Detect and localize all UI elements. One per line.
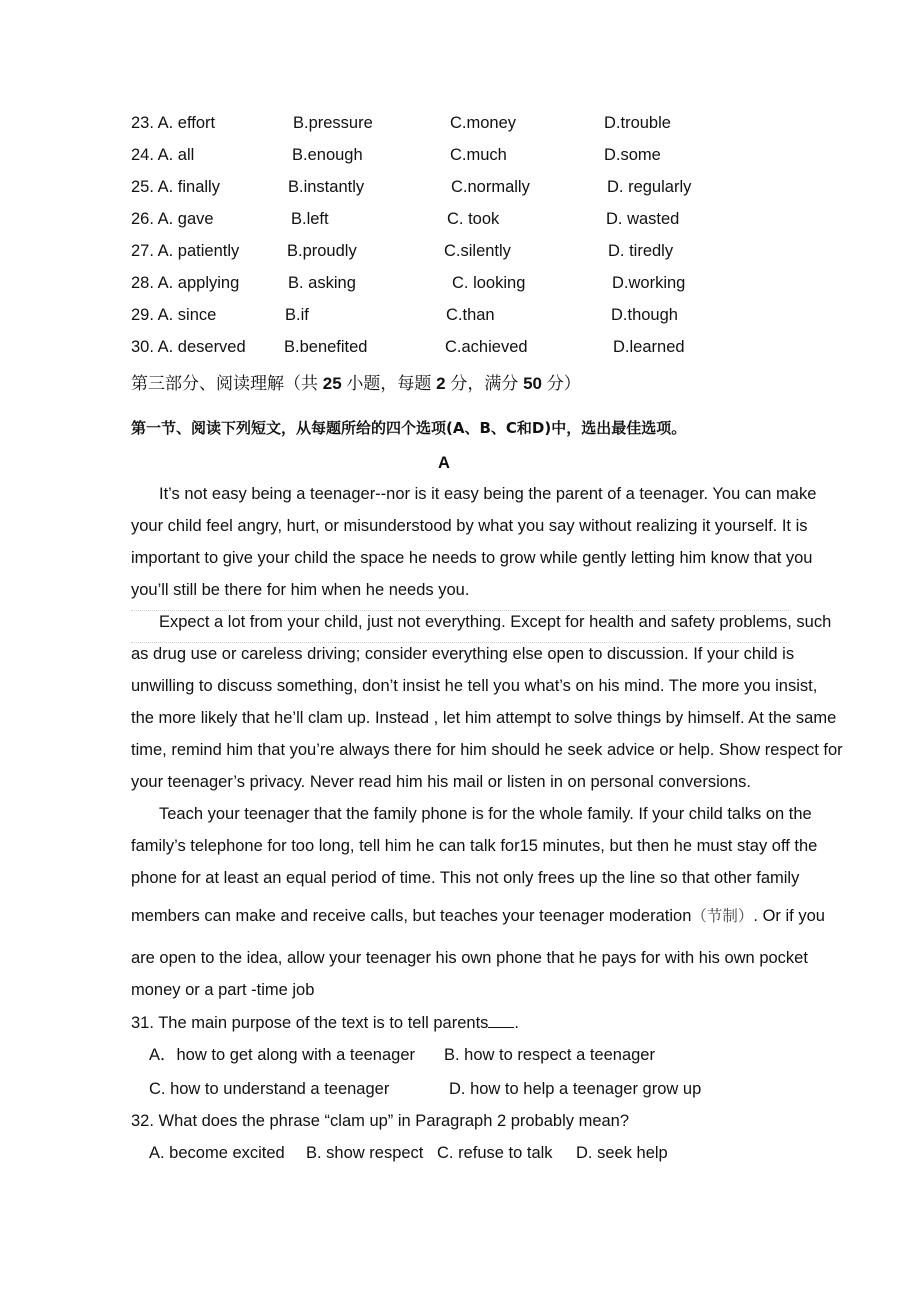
option-a: 25. A. finally — [131, 178, 220, 196]
passage-line: unwilling to discuss something, don’t insist he tell you what’s on his mind. The more you insist, — [131, 677, 818, 695]
passage-line: your child feel angry, hurt, or misunderstood by what you say without realizing it yourself. It is — [131, 517, 808, 535]
question-end: . — [514, 1014, 519, 1032]
option-b: B. asking — [288, 274, 356, 292]
option-d: D.some — [604, 146, 661, 164]
chinese-gloss: （节制） — [691, 907, 754, 925]
question-count: 25 — [322, 374, 342, 393]
cloze-option-row — [131, 272, 791, 294]
option-d: D.working — [612, 274, 686, 292]
question-31-option-d: D. how to help a teenager grow up — [449, 1080, 702, 1098]
section-title-part: 小题，每题 — [346, 374, 432, 393]
cloze-option-row — [131, 176, 791, 198]
passage-label: A — [438, 454, 450, 472]
option-a: 26. A. gave — [131, 210, 214, 228]
option-b: B.instantly — [288, 178, 365, 196]
question-32-option-d: D. seek help — [576, 1144, 668, 1162]
option-a: 23. A. effort — [131, 114, 216, 132]
question-31-option-a: A．how to get along with a teenager — [149, 1046, 416, 1064]
question-text: 31. The main purpose of the text is to tell parents — [131, 1014, 489, 1032]
cloze-option-row — [131, 112, 791, 134]
section-instructions: 第一节、阅读下列短文，从每题所给的四个选项(A、B、C和D)中，选出最佳选项。 — [131, 419, 687, 437]
passage-text: . Or if you — [753, 907, 825, 925]
question-32-option-b: B. show respect — [306, 1144, 424, 1162]
option-b: B.enough — [292, 146, 363, 164]
points-per-question: 2 — [436, 374, 446, 393]
cloze-option-row — [131, 336, 791, 358]
section-title-suffix: 分） — [546, 374, 581, 393]
option-a: 28. A. applying — [131, 274, 240, 292]
option-c: C.normally — [451, 178, 530, 196]
answer-blank — [488, 1011, 514, 1028]
option-a: 24. A. all — [131, 146, 195, 164]
option-c: C. took — [447, 210, 500, 228]
section-title-prefix: 第三部分、阅读理解（共 — [131, 374, 318, 393]
question-31-stem — [131, 1011, 519, 1034]
passage-line: the more likely that he’ll clam up. Instead , let him attempt to solve things by himself. At the same — [131, 709, 837, 727]
passage-line: as drug use or careless driving; consider everything else open to discussion. If your child is — [131, 645, 795, 663]
option-c: C.silently — [444, 242, 511, 260]
question-31-option-b: B. how to respect a teenager — [444, 1046, 655, 1064]
passage-line: your teenager’s privacy. Never read him his mail or listen in on personal conversions. — [131, 773, 751, 791]
passage-line: family’s telephone for too long, tell him he can talk for15 minutes, but then he must stay off the — [131, 837, 818, 855]
cloze-option-row — [131, 208, 791, 230]
passage-line: time, remind him that you’re always there for him should he seek advice or help. Show respect for — [131, 741, 843, 759]
option-d: D.learned — [613, 338, 685, 356]
passage-line: Expect a lot from your child, just not everything. Except for health and safety problems, such — [159, 613, 832, 631]
passage-line: you’ll still be there for him when he needs you. — [131, 581, 470, 599]
passage-line: money or a part -time job — [131, 981, 315, 999]
section-title-part: 分，满分 — [450, 374, 519, 393]
passage-line-moderation — [131, 905, 825, 927]
total-points: 50 — [523, 374, 542, 393]
question-32-option-a: A. become excited — [149, 1144, 285, 1162]
cloze-option-row — [131, 304, 791, 326]
passage-line: It’s not easy being a teenager--nor is it easy being the parent of a teenager. You can make — [159, 485, 817, 503]
question-32-option-c: C. refuse to talk — [437, 1144, 553, 1162]
cloze-option-row — [131, 240, 791, 262]
passage-line: phone for at least an equal period of time. This not only frees up the line so that other family — [131, 869, 800, 887]
option-b: B.benefited — [284, 338, 368, 356]
option-c: C.than — [446, 306, 495, 324]
question-31-option-c: C. how to understand a teenager — [149, 1080, 390, 1098]
option-a: 29. A. since — [131, 306, 217, 324]
option-d: D.though — [611, 306, 678, 324]
option-c: C.achieved — [445, 338, 528, 356]
passage-line: Teach your teenager that the family phone is for the whole family. If your child talks on the — [159, 805, 812, 823]
passage-text: members can make and receive calls, but teaches your teenager moderation — [131, 907, 692, 925]
passage-line: important to give your child the space he needs to grow while gently letting him know that you — [131, 549, 813, 567]
passage-line: are open to the idea, allow your teenager his own phone that he pays for with his own pocket — [131, 949, 808, 967]
option-a: 30. A. deserved — [131, 338, 246, 356]
option-d: D. regularly — [607, 178, 692, 196]
question-32-stem: 32. What does the phrase “clam up” in Paragraph 2 probably mean? — [131, 1112, 630, 1130]
option-a: 27. A. patiently — [131, 242, 240, 260]
option-c: C.money — [450, 114, 517, 132]
option-c: C.much — [450, 146, 507, 164]
option-d: D. tiredly — [608, 242, 674, 260]
option-b: B.left — [291, 210, 329, 228]
section-title — [131, 372, 581, 396]
option-b: B.proudly — [287, 242, 357, 260]
option-d: D.trouble — [604, 114, 671, 132]
option-b: B.pressure — [293, 114, 373, 132]
option-d: D. wasted — [606, 210, 680, 228]
cloze-option-row — [131, 144, 791, 166]
option-b: B.if — [285, 306, 309, 324]
option-c: C. looking — [452, 274, 526, 292]
